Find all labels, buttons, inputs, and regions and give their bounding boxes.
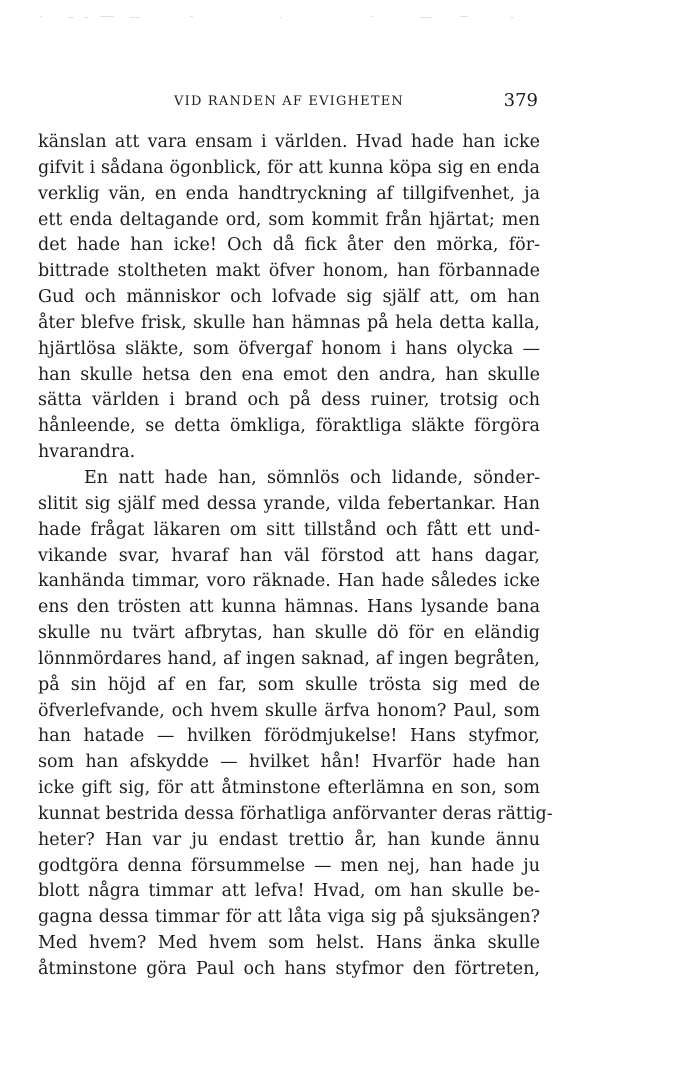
text-line: på sin höjd af en far, som skulle trösta sig med de xyxy=(38,674,540,695)
text-line: åter blefve frisk, skulle han hämnas på hela detta kalla, xyxy=(38,312,540,333)
text-line: gagna dessa timmar för att låta viga sig på sjuksängen? xyxy=(38,907,540,928)
text-line: kanhända timmar, voro räknade. Han hade således icke xyxy=(38,571,540,592)
text-line: hånleende, se detta ömkliga, föraktliga släkte förgöra xyxy=(38,416,540,437)
text-line: Med hvem? Med hvem som helst. Hans änka skulle xyxy=(38,933,540,954)
paragraph-start-line: En natt hade han, sömnlös och lidande, sönder- xyxy=(84,467,540,488)
text-line: som han afskydde — hvilket hån! Hvarför hade han xyxy=(38,752,540,773)
text-line: icke gift sig, för att åtminstone efterlämna en son, som xyxy=(38,778,540,799)
paragraph-end-line: hvarandra. xyxy=(38,442,136,463)
text-line: Gud och människor och lofvade sig själf att, om han xyxy=(38,287,540,308)
text-line: han hatade — hvilken förödmjukelse! Hans styfmor, xyxy=(38,726,540,747)
text-line: godtgöra denna försummelse — men nej, han hade ju xyxy=(38,855,540,876)
text-line: det hade han icke! Och då fick åter den mörka, för- xyxy=(38,235,540,256)
scan-artifact-marks xyxy=(40,14,560,20)
text-line: öfverlefvande, och hvem skulle ärfva honom? Paul, som xyxy=(38,700,540,721)
text-line: sätta världen i brand och på dess ruiner, trotsig och xyxy=(38,390,540,411)
running-header xyxy=(38,92,540,116)
text-line: han skulle hetsa den ena emot den andra, han skulle xyxy=(38,364,540,385)
text-line: gifvit i sådana ögonblick, för att kunna köpa sig en enda xyxy=(38,157,540,178)
text-line: verklig vän, en enda handtryckning af tillgifvenhet, ja xyxy=(38,183,540,204)
running-title: VID RANDEN AF EVIGHETEN xyxy=(174,94,404,109)
text-line: bittrade stoltheten makt öfver honom, han förbannade xyxy=(38,261,540,282)
text-line: lönnmördares hand, af ingen saknad, af ingen begråten, xyxy=(38,648,540,669)
text-line: känslan att vara ensam i världen. Hvad hade han icke xyxy=(38,132,540,152)
text-line: kunnat bestrida dessa förhatliga anförvanter deras rättig- xyxy=(38,803,553,824)
text-line: heter? Han var ju endast trettio år, han kunde ännu xyxy=(38,829,540,850)
page-number: 379 xyxy=(503,90,538,111)
text-line: ett enda deltagande ord, som kommit från hjärtat; men xyxy=(38,209,540,230)
text-line: slitit sig själf med dessa yrande, vilda febertankar. Han xyxy=(38,493,540,514)
text-line: åtminstone göra Paul och hans styfmor den förtreten, xyxy=(38,959,540,979)
text-line: skulle nu tvärt afbrytas, han skulle dö för en eländig xyxy=(38,623,540,644)
body-text xyxy=(38,130,553,983)
text-line: vikande svar, hvaraf han väl förstod att hans dagar, xyxy=(38,545,540,566)
text-line: hade frågat läkaren om sitt tillstånd och fått ett und- xyxy=(38,519,540,540)
text-line: blott några timmar att lefva! Hvad, om han skulle be- xyxy=(38,881,540,902)
text-line: ens den trösten att kunna hämnas. Hans lysande bana xyxy=(38,597,540,618)
text-line: hjärtlösa släkte, som öfvergaf honom i hans olycka — xyxy=(38,338,540,359)
